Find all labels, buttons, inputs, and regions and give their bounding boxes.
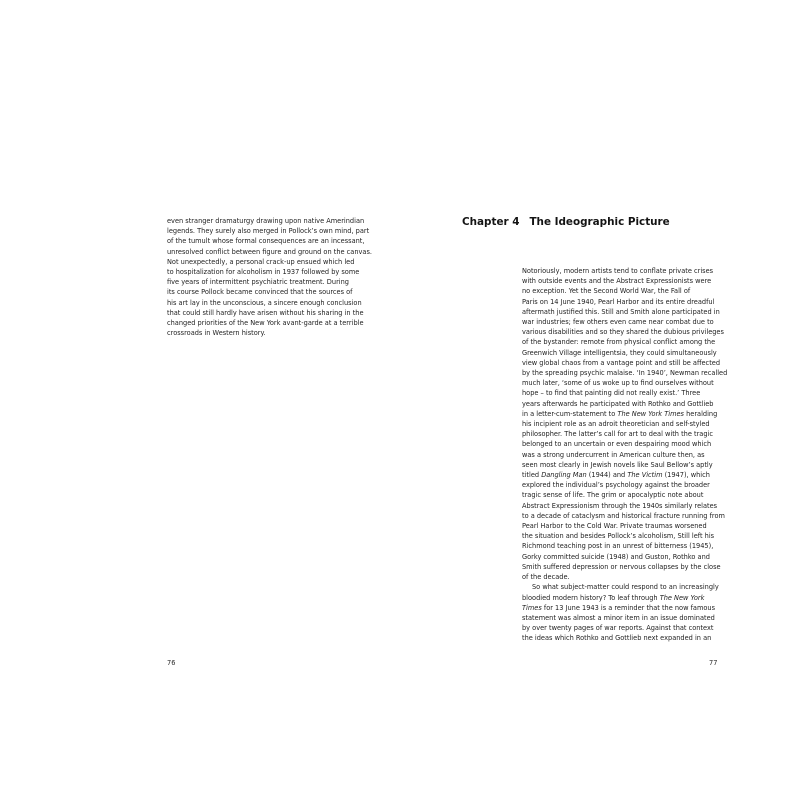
- italic-title: Dangling Man: [541, 471, 587, 480]
- text-line: [522, 470, 714, 480]
- text-line: with outside events and the Abstract Expressionists were: [522, 277, 712, 286]
- text-line: [522, 593, 714, 603]
- text-line: hope – to find that painting did not really exist.’ Three: [522, 389, 701, 398]
- text-line: its course Pollock became convinced that the sources of: [167, 288, 353, 297]
- text-line: explored the individual’s psychology against the broader: [522, 481, 710, 490]
- text-run: (1944) and: [586, 471, 628, 480]
- text-run: heralding: [684, 409, 718, 418]
- text-line: philosopher. The latter’s call for art to deal with the tragic: [522, 430, 713, 439]
- text-line: seen most clearly in Jewish novels like Saul Bellow’s aptly: [522, 460, 713, 469]
- text-line: various disabilities and so they shared the dubious privileges: [522, 328, 724, 337]
- page-number-right: 77: [709, 659, 718, 667]
- text-line: of the bystander: remote from physical conflict among the: [522, 338, 716, 347]
- text-line: aftermath justified this. Still and Smith alone participated in: [522, 307, 720, 316]
- text-line: of the tumult whose formal consequences are an incessant,: [167, 237, 365, 246]
- text-line: statement was almost a minor item in an issue dominated: [522, 613, 715, 622]
- text-line: to a decade of cataclysm and historical fracture running from: [522, 511, 725, 520]
- text-line: [522, 603, 714, 613]
- text-line: to hospitalization for alcoholism in 1937 followed by some: [167, 268, 360, 277]
- text-line: the ideas which Rothko and Gottlieb next expanded in an: [522, 634, 712, 643]
- text-line: tragic sense of life. The grim or apocalyptic note about: [522, 491, 704, 500]
- right-page-body-text: [522, 266, 728, 644]
- text-line: by over twenty pages of war reports. Against that context: [522, 624, 714, 633]
- chapter-label: Chapter 4: [462, 216, 520, 228]
- text-run: in a letter-cum-statement to: [522, 409, 616, 418]
- text-line: much later, ‘some of us woke up to find ourselves without: [522, 379, 714, 388]
- text-line: Notoriously, modern artists tend to conflate private crises: [522, 267, 714, 275]
- text-line: Pearl Harbor to the Cold War. Private traumas worsened: [522, 522, 707, 531]
- text-line: five years of intermittent psychiatric treatment. During: [167, 278, 349, 287]
- text-run: bloodied modern history? To leaf through: [522, 593, 658, 602]
- text-line: by the spreading psychic malaise. ‘In 1940’, Newman recalled: [522, 369, 728, 378]
- text-line: So what subject-matter could respond to an increasingly: [532, 583, 719, 592]
- text-run: for 13 June 1943 is a reminder that the now famous: [543, 603, 716, 612]
- text-line: unresolved conflict between figure and ground on the canvas.: [167, 247, 372, 256]
- text-line: Gorky committed suicide (1948) and Guston, Rothko and: [522, 552, 710, 561]
- text-line: of the decade.: [522, 573, 570, 582]
- text-line: war industries; few others even came near combat due to: [522, 318, 714, 327]
- text-line: was a strong undercurrent in American culture then, as: [522, 450, 705, 459]
- text-line: that could still hardly have arisen without his sharing in the: [167, 308, 364, 317]
- text-run: titled: [522, 471, 540, 480]
- italic-title: The Victim: [627, 471, 663, 480]
- text-line: Richmond teaching post in an unrest of bitterness (1945),: [522, 542, 714, 551]
- italic-title: The New York: [659, 593, 705, 602]
- text-line: legends. They surely also merged in Pollock’s own mind, part: [167, 227, 370, 236]
- text-line: view global chaos from a vantage point and still be affected: [522, 358, 721, 367]
- text-line: the situation and besides Pollock’s alcoholism, Still left his: [522, 532, 715, 541]
- text-line: Not unexpectedly, a personal crack-up ensued which led: [167, 257, 355, 266]
- text-line: his art lay in the unconscious, a sincere enough conclusion: [167, 298, 362, 307]
- page-number-left: 76: [167, 659, 176, 667]
- text-line: [522, 409, 718, 419]
- italic-title: The New York Times: [617, 409, 684, 418]
- text-line: years afterwards he participated with Rothko and Gottlieb: [522, 399, 714, 408]
- text-line: his incipient role as an adroit theoretician and self-styled: [522, 420, 710, 429]
- italic-title: Times: [522, 603, 542, 612]
- chapter-heading: [462, 215, 670, 229]
- text-line: no exception. Yet the Second World War, the Fall of: [522, 287, 691, 296]
- text-line: Greenwich Village intelligentsia, they could simultaneously: [522, 348, 717, 357]
- chapter-title: The Ideographic Picture: [529, 216, 670, 228]
- text-line: Paris on 14 June 1940, Pearl Harbor and its entire dreadful: [522, 297, 715, 306]
- text-line: Abstract Expressionism through the 1940s similarly relates: [522, 501, 718, 510]
- text-line: Smith suffered depression or nervous collapses by the close: [522, 562, 721, 571]
- text-line: belonged to an uncertain or even despairing mood which: [522, 440, 712, 449]
- text-line: even stranger dramaturgy drawing upon native Amerindian: [167, 217, 365, 225]
- left-page-body-text: [167, 216, 372, 338]
- text-line: changed priorities of the New York avant-garde at a terrible: [167, 319, 364, 328]
- text-line: crossroads in Western history.: [167, 329, 266, 338]
- text-run: (1947), which: [662, 471, 710, 480]
- right-page: [400, 0, 800, 800]
